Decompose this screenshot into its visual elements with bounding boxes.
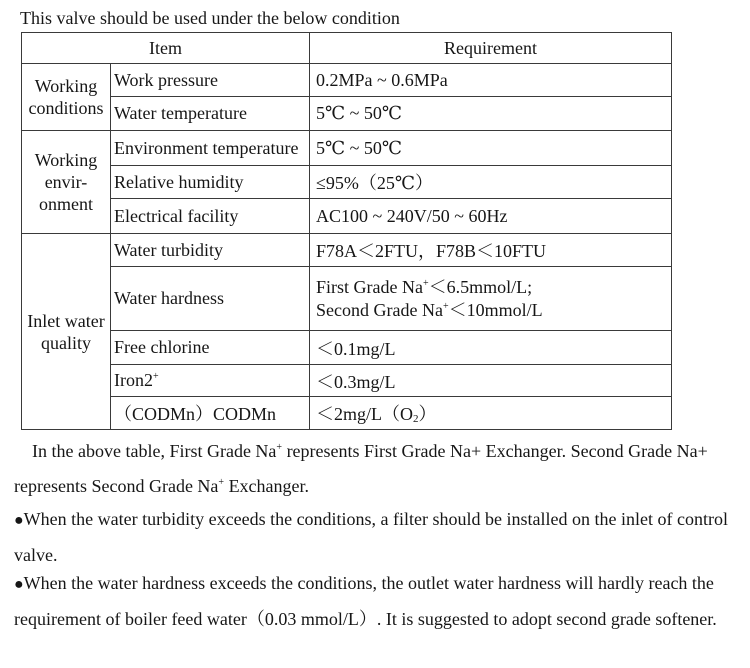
item-cell: Water temperature <box>111 97 310 131</box>
hardness-line-1: First Grade Na+＜6.5mmol/L; <box>316 276 533 297</box>
table-row <box>22 234 672 267</box>
group-label-inlet-water-quality: Inlet water quality <box>22 234 111 430</box>
table-row <box>22 397 672 430</box>
requirement-cell: AC100 ~ 240V/50 ~ 60Hz <box>310 199 672 234</box>
bullet-icon: ● <box>14 512 24 529</box>
item-cell: Electrical facility <box>111 199 310 234</box>
table-row <box>22 97 672 131</box>
item-cell: Environment temperature <box>111 131 310 166</box>
header-item: Item <box>22 33 310 64</box>
requirement-cell: $<2mg/L(O_2)$ <box>310 397 672 430</box>
item-cell: （CODMn）CODMn <box>111 397 310 430</box>
group-label-working-environment: Working envir-onment <box>22 131 111 234</box>
requirement-cell: ≤95%（25℃） <box>310 166 672 199</box>
requirement-cell: F78A＜2FTU，F78B＜10FTU <box>310 234 672 267</box>
bullet-hardness: ●When the water hardness exceeds the conditions, the outlet water hardness will hardly reach the requirement of boiler feed water（0.03 mmol/L）. It is suggested to adopt second grade softener. <box>14 573 717 629</box>
table-header-row <box>22 33 672 64</box>
table-row <box>22 331 672 365</box>
table-row <box>22 199 672 234</box>
bullet-turbidity: ●When the water turbidity exceeds the conditions, a filter should be installed on the inlet of control valve. <box>14 509 728 565</box>
requirement-cell: ＜0.3mg/L <box>310 365 672 397</box>
requirement-cell: 5℃ ~ 50℃ <box>310 131 672 166</box>
bullet-icon: ● <box>14 576 24 593</box>
table-row <box>22 166 672 199</box>
item-cell: Free chlorine <box>111 331 310 365</box>
hardness-line-2: Second Grade Na+＜10mmol/L <box>316 299 543 320</box>
item-cell: Iron2+ <box>111 365 310 397</box>
requirement-cell: 5℃ ~ 50℃ <box>310 97 672 131</box>
item-cell: Work pressure <box>111 64 310 97</box>
table-row <box>22 267 672 331</box>
item-cell: Water turbidity <box>111 234 310 267</box>
requirement-cell <box>310 267 672 331</box>
table-note: In the above table, First Grade Na+ represents First Grade Na+ Exchanger. Second Grade Na+ represents Second Grade Na+ Exchanger. <box>14 441 708 496</box>
header-requirement: Requirement <box>310 33 672 64</box>
requirement-cell: 0.2MPa ~ 0.6MPa <box>310 64 672 97</box>
table-row <box>22 131 672 166</box>
conditions-table <box>21 32 672 430</box>
table-row <box>22 365 672 397</box>
intro-heading: This valve should be used under the below condition <box>20 8 400 28</box>
requirement-cell: ＜0.1mg/L <box>310 331 672 365</box>
item-cell: Relative humidity <box>111 166 310 199</box>
item-cell: Water hardness <box>111 267 310 331</box>
table-row <box>22 64 672 97</box>
group-label-working-conditions: Working conditions <box>22 64 111 131</box>
